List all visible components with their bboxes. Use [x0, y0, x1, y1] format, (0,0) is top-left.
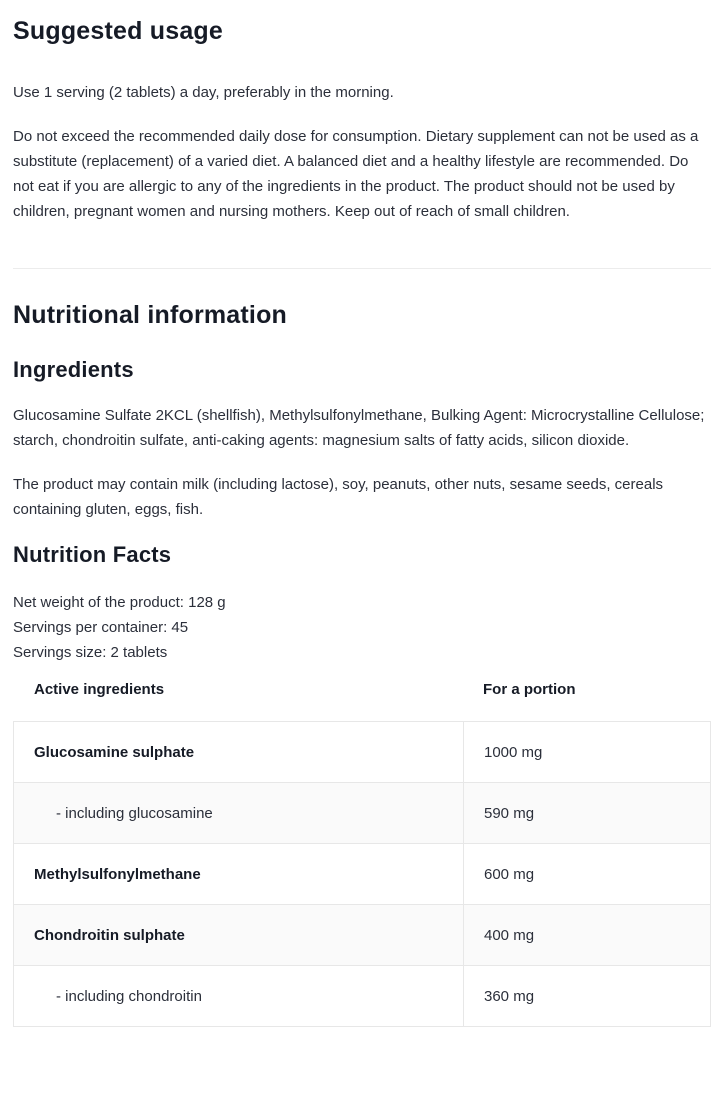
ingredient-amount-cell: 400 mg [464, 905, 711, 966]
page-content [0, 16, 724, 1027]
ingredients-allergens-text: The product may contain milk (including lactose), soy, peanuts, other nuts, sesame seeds, cereals containing gluten, eggs, fish. [13, 476, 664, 518]
nutritional-information-title: Nutritional information [13, 301, 288, 329]
ingredient-amount-cell: 590 mg [464, 783, 711, 844]
net-weight-text: Net weight of the product: 128 g [13, 594, 226, 611]
ingredient-name-cell: Methylsulfonylmethane [14, 844, 464, 905]
usage-intro-text: Use 1 serving (2 tablets) a day, preferably in the morning. [13, 84, 394, 101]
table-row [14, 966, 711, 1027]
table-row [14, 844, 711, 905]
ingredient-name-cell: Glucosamine sulphate [14, 722, 464, 783]
ingredient-name-cell: Chondroitin sulphate [14, 905, 464, 966]
ingredients-composition-text: Glucosamine Sulfate 2KCL (shellfish), Methylsulfonylmethane, Bulking Agent: Microcrystalline Cellulose; starch, chondroitin sulfate, anti-caking agents: magnesium salts of fatty acids, silicon dioxide. [13, 407, 705, 449]
nutrition-table-header [13, 679, 711, 700]
servings-per-container-text: Servings per container: 45 [13, 619, 189, 636]
nutrition-facts-table [13, 721, 711, 1027]
table-row [14, 783, 711, 844]
section-divider [13, 268, 711, 269]
ingredient-amount-cell: 1000 mg [464, 722, 711, 783]
table-row [14, 722, 711, 783]
ingredient-name-cell: - including chondroitin [14, 966, 464, 1027]
column-header-active-ingredients: Active ingredients [34, 681, 165, 698]
ingredient-name-cell: - including glucosamine [14, 783, 464, 844]
ingredient-amount-cell: 360 mg [464, 966, 711, 1027]
table-row [14, 905, 711, 966]
nutrition-table-body [14, 722, 711, 1027]
servings-size-text: Servings size: 2 tablets [13, 644, 168, 661]
suggested-usage-title: Suggested usage [13, 17, 223, 45]
nutrition-facts-details [13, 590, 711, 665]
nutrition-facts-title: Nutrition Facts [13, 542, 172, 567]
usage-warning-text: Do not exceed the recommended daily dose for consumption. Dietary supplement can not be used as a substitute (replacement) of a varied diet. A balanced diet and a healthy lifestyle are recommended. Do not eat if you are allergic to any of the ingredients in the product. The product should not be used by children, pregnant women and nursing mothers. Keep out of reach of small children. [13, 128, 699, 220]
ingredient-amount-cell: 600 mg [464, 844, 711, 905]
ingredients-title: Ingredients [13, 357, 134, 382]
column-header-for-a-portion: For a portion [483, 681, 576, 698]
